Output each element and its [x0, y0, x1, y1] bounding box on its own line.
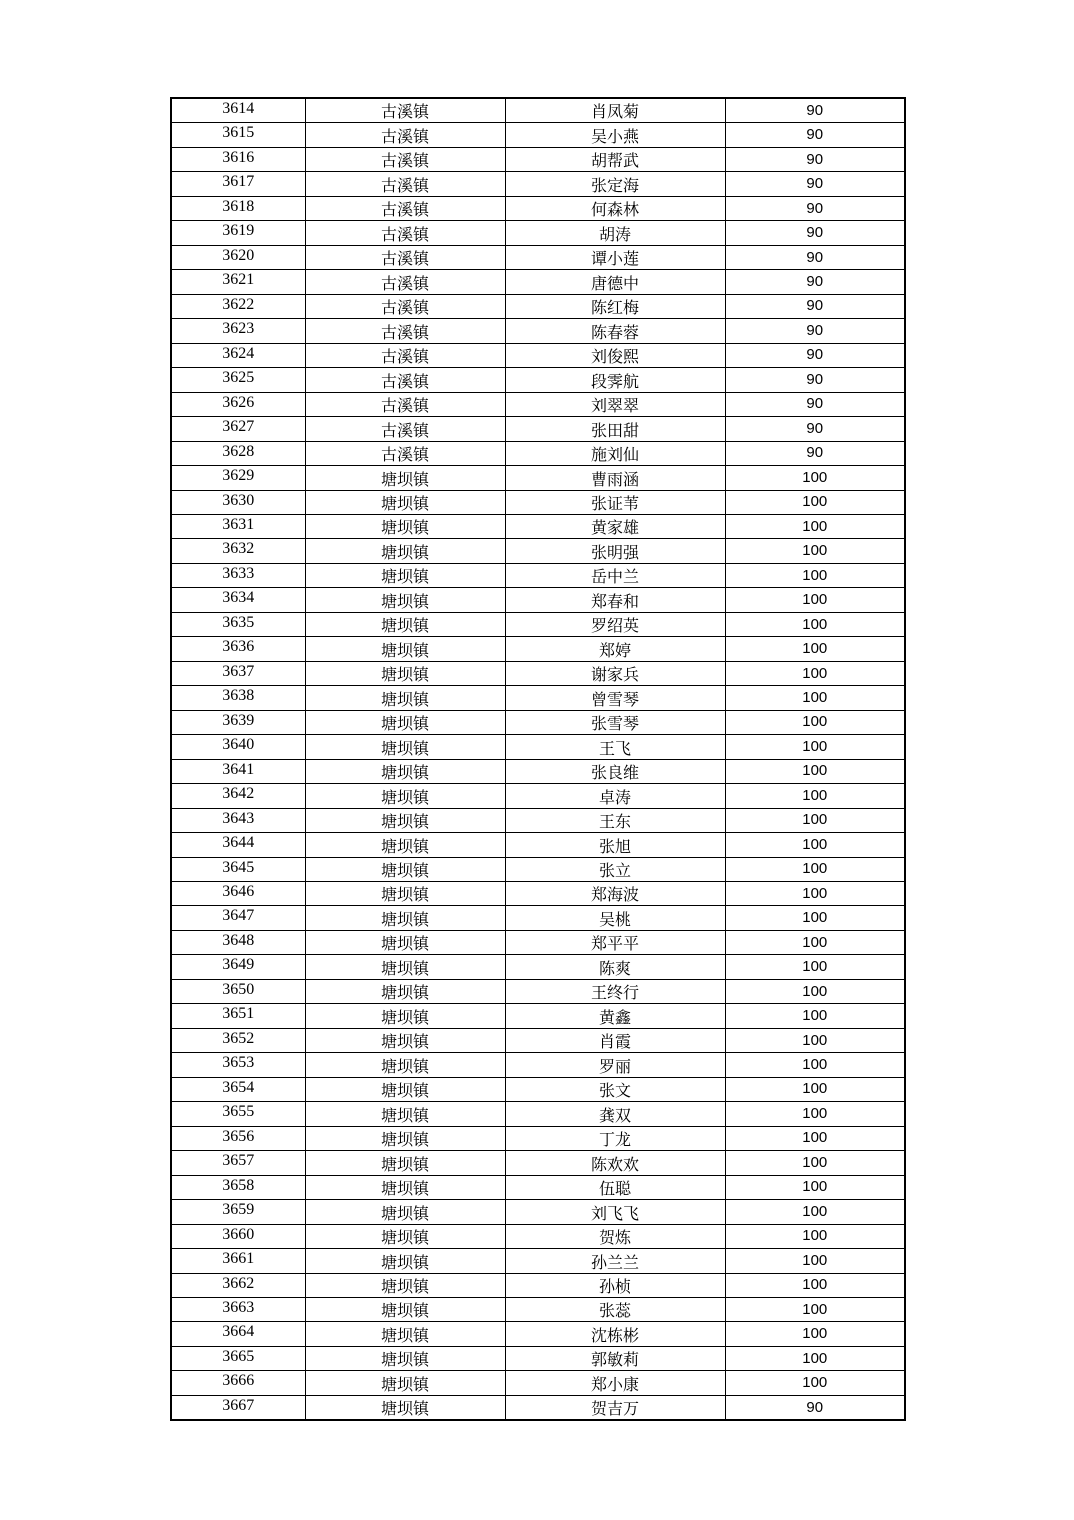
- score-cell: 90: [725, 123, 905, 147]
- table-row: [171, 1077, 905, 1101]
- table-row: [171, 147, 905, 171]
- person-name-cell: 肖凤菊: [505, 98, 725, 123]
- score-cell: 90: [725, 196, 905, 220]
- town-cell: 塘坝镇: [305, 979, 505, 1003]
- town-cell: 塘坝镇: [305, 1028, 505, 1052]
- score-cell: 90: [725, 294, 905, 318]
- table-row: [171, 490, 905, 514]
- serial-number-cell: 3636: [171, 637, 305, 661]
- score-cell: 90: [725, 172, 905, 196]
- serial-number-cell: 3625: [171, 368, 305, 392]
- serial-number-cell: 3666: [171, 1371, 305, 1395]
- serial-number-cell: 3639: [171, 710, 305, 734]
- score-cell: 100: [725, 1371, 905, 1395]
- score-cell: 90: [725, 221, 905, 245]
- serial-number-cell: 3621: [171, 270, 305, 294]
- table-row: [171, 1346, 905, 1370]
- score-cell: 100: [725, 735, 905, 759]
- table-row: [171, 123, 905, 147]
- table-row: [171, 808, 905, 832]
- table-row: [171, 172, 905, 196]
- person-name-cell: 郑小康: [505, 1371, 725, 1395]
- table-row: [171, 1395, 905, 1420]
- person-name-cell: 陈欢欢: [505, 1151, 725, 1175]
- score-cell: 100: [725, 1249, 905, 1273]
- town-cell: 古溪镇: [305, 196, 505, 220]
- serial-number-cell: 3614: [171, 98, 305, 123]
- table-row: [171, 735, 905, 759]
- score-cell: 100: [725, 539, 905, 563]
- town-cell: 古溪镇: [305, 319, 505, 343]
- score-cell: 90: [725, 343, 905, 367]
- person-name-cell: 唐德中: [505, 270, 725, 294]
- table-row: [171, 857, 905, 881]
- person-name-cell: 谢家兵: [505, 661, 725, 685]
- table-row: [171, 661, 905, 685]
- person-name-cell: 胡帮武: [505, 147, 725, 171]
- person-name-cell: 刘俊熙: [505, 343, 725, 367]
- person-name-cell: 孙兰兰: [505, 1249, 725, 1273]
- town-cell: 塘坝镇: [305, 1346, 505, 1370]
- score-cell: 90: [725, 1395, 905, 1420]
- town-cell: 塘坝镇: [305, 1371, 505, 1395]
- person-name-cell: 王终行: [505, 979, 725, 1003]
- serial-number-cell: 3628: [171, 441, 305, 465]
- score-cell: 100: [725, 1224, 905, 1248]
- table-row: [171, 221, 905, 245]
- person-name-cell: 陈春蓉: [505, 319, 725, 343]
- serial-number-cell: 3651: [171, 1004, 305, 1028]
- town-cell: 古溪镇: [305, 294, 505, 318]
- table-row: [171, 319, 905, 343]
- table-row: [171, 1126, 905, 1150]
- person-name-cell: 张旭: [505, 833, 725, 857]
- table-row: [171, 588, 905, 612]
- table-row: [171, 368, 905, 392]
- serial-number-cell: 3642: [171, 784, 305, 808]
- person-name-cell: 张立: [505, 857, 725, 881]
- serial-number-cell: 3648: [171, 930, 305, 954]
- table-row: [171, 563, 905, 587]
- table-row: [171, 906, 905, 930]
- serial-number-cell: 3663: [171, 1297, 305, 1321]
- person-name-cell: 王飞: [505, 735, 725, 759]
- person-name-cell: 沈栋彬: [505, 1322, 725, 1346]
- person-name-cell: 刘飞飞: [505, 1200, 725, 1224]
- town-cell: 塘坝镇: [305, 612, 505, 636]
- score-cell: 100: [725, 808, 905, 832]
- serial-number-cell: 3627: [171, 417, 305, 441]
- score-cell: 100: [725, 1297, 905, 1321]
- table-row: [171, 955, 905, 979]
- score-cell: 100: [725, 759, 905, 783]
- person-name-cell: 黄鑫: [505, 1004, 725, 1028]
- table-row: [171, 98, 905, 123]
- serial-number-cell: 3665: [171, 1346, 305, 1370]
- person-name-cell: 张田甜: [505, 417, 725, 441]
- score-cell: 100: [725, 563, 905, 587]
- town-cell: 塘坝镇: [305, 1077, 505, 1101]
- score-cell: 90: [725, 392, 905, 416]
- serial-number-cell: 3654: [171, 1077, 305, 1101]
- table-row: [171, 270, 905, 294]
- town-cell: 古溪镇: [305, 147, 505, 171]
- person-name-cell: 郑春和: [505, 588, 725, 612]
- serial-number-cell: 3653: [171, 1053, 305, 1077]
- table-row: [171, 1249, 905, 1273]
- person-name-cell: 张证苇: [505, 490, 725, 514]
- serial-number-cell: 3634: [171, 588, 305, 612]
- serial-number-cell: 3645: [171, 857, 305, 881]
- town-cell: 塘坝镇: [305, 1395, 505, 1420]
- score-cell: 100: [725, 661, 905, 685]
- serial-number-cell: 3644: [171, 833, 305, 857]
- score-cell: 100: [725, 1346, 905, 1370]
- town-cell: 塘坝镇: [305, 882, 505, 906]
- serial-number-cell: 3617: [171, 172, 305, 196]
- town-cell: 塘坝镇: [305, 1102, 505, 1126]
- score-cell: 100: [725, 1028, 905, 1052]
- serial-number-cell: 3641: [171, 759, 305, 783]
- score-cell: 100: [725, 955, 905, 979]
- score-cell: 100: [725, 1053, 905, 1077]
- person-name-cell: 张蕊: [505, 1297, 725, 1321]
- person-name-cell: 胡涛: [505, 221, 725, 245]
- person-name-cell: 王东: [505, 808, 725, 832]
- table-row: [171, 1102, 905, 1126]
- town-cell: 塘坝镇: [305, 588, 505, 612]
- town-cell: 塘坝镇: [305, 563, 505, 587]
- town-cell: 塘坝镇: [305, 1249, 505, 1273]
- person-name-cell: 谭小莲: [505, 245, 725, 269]
- serial-number-cell: 3655: [171, 1102, 305, 1126]
- table-row: [171, 514, 905, 538]
- serial-number-cell: 3619: [171, 221, 305, 245]
- town-cell: 塘坝镇: [305, 1224, 505, 1248]
- serial-number-cell: 3615: [171, 123, 305, 147]
- score-cell: 100: [725, 979, 905, 1003]
- table-row: [171, 245, 905, 269]
- town-cell: 古溪镇: [305, 392, 505, 416]
- score-cell: 100: [725, 882, 905, 906]
- person-name-cell: 罗绍英: [505, 612, 725, 636]
- serial-number-cell: 3660: [171, 1224, 305, 1248]
- serial-number-cell: 3629: [171, 466, 305, 490]
- person-name-cell: 陈爽: [505, 955, 725, 979]
- town-cell: 古溪镇: [305, 221, 505, 245]
- table-row: [171, 686, 905, 710]
- town-cell: 塘坝镇: [305, 1004, 505, 1028]
- table-row: [171, 979, 905, 1003]
- roster-table: [170, 97, 906, 1421]
- table-row: [171, 1224, 905, 1248]
- town-cell: 古溪镇: [305, 417, 505, 441]
- table-row: [171, 417, 905, 441]
- serial-number-cell: 3624: [171, 343, 305, 367]
- table-row: [171, 1151, 905, 1175]
- score-cell: 90: [725, 441, 905, 465]
- person-name-cell: 张文: [505, 1077, 725, 1101]
- table-row: [171, 833, 905, 857]
- town-cell: 塘坝镇: [305, 637, 505, 661]
- serial-number-cell: 3630: [171, 490, 305, 514]
- table-row: [171, 343, 905, 367]
- serial-number-cell: 3632: [171, 539, 305, 563]
- serial-number-cell: 3652: [171, 1028, 305, 1052]
- score-cell: 100: [725, 1200, 905, 1224]
- score-cell: 100: [725, 466, 905, 490]
- person-name-cell: 张雪琴: [505, 710, 725, 734]
- town-cell: 塘坝镇: [305, 784, 505, 808]
- person-name-cell: 张明强: [505, 539, 725, 563]
- serial-number-cell: 3650: [171, 979, 305, 1003]
- score-cell: 90: [725, 270, 905, 294]
- person-name-cell: 郑平平: [505, 930, 725, 954]
- person-name-cell: 卓涛: [505, 784, 725, 808]
- table-row: [171, 441, 905, 465]
- town-cell: 塘坝镇: [305, 1151, 505, 1175]
- score-cell: 90: [725, 245, 905, 269]
- serial-number-cell: 3631: [171, 514, 305, 538]
- town-cell: 塘坝镇: [305, 1126, 505, 1150]
- score-cell: 100: [725, 686, 905, 710]
- town-cell: 塘坝镇: [305, 539, 505, 563]
- score-cell: 100: [725, 490, 905, 514]
- person-name-cell: 贺吉万: [505, 1395, 725, 1420]
- person-name-cell: 贺炼: [505, 1224, 725, 1248]
- town-cell: 塘坝镇: [305, 686, 505, 710]
- score-cell: 100: [725, 1151, 905, 1175]
- person-name-cell: 黄家雄: [505, 514, 725, 538]
- town-cell: 塘坝镇: [305, 808, 505, 832]
- table-row: [171, 882, 905, 906]
- table-row: [171, 1273, 905, 1297]
- score-cell: 100: [725, 833, 905, 857]
- serial-number-cell: 3618: [171, 196, 305, 220]
- score-cell: 100: [725, 1175, 905, 1199]
- serial-number-cell: 3643: [171, 808, 305, 832]
- score-cell: 100: [725, 612, 905, 636]
- person-name-cell: 陈红梅: [505, 294, 725, 318]
- serial-number-cell: 3657: [171, 1151, 305, 1175]
- table-row: [171, 392, 905, 416]
- table-row: [171, 294, 905, 318]
- table-row: [171, 784, 905, 808]
- score-cell: 100: [725, 1102, 905, 1126]
- serial-number-cell: 3646: [171, 882, 305, 906]
- score-cell: 90: [725, 417, 905, 441]
- table-row: [171, 1297, 905, 1321]
- town-cell: 塘坝镇: [305, 735, 505, 759]
- person-name-cell: 岳中兰: [505, 563, 725, 587]
- town-cell: 古溪镇: [305, 343, 505, 367]
- town-cell: 塘坝镇: [305, 833, 505, 857]
- town-cell: 塘坝镇: [305, 710, 505, 734]
- town-cell: 塘坝镇: [305, 857, 505, 881]
- table-row: [171, 1200, 905, 1224]
- town-cell: 塘坝镇: [305, 661, 505, 685]
- town-cell: 塘坝镇: [305, 1053, 505, 1077]
- person-name-cell: 郭敏莉: [505, 1346, 725, 1370]
- town-cell: 塘坝镇: [305, 1175, 505, 1199]
- person-name-cell: 张定海: [505, 172, 725, 196]
- serial-number-cell: 3616: [171, 147, 305, 171]
- town-cell: 塘坝镇: [305, 1297, 505, 1321]
- roster-table-body: [171, 98, 905, 1420]
- town-cell: 古溪镇: [305, 270, 505, 294]
- person-name-cell: 郑海波: [505, 882, 725, 906]
- table-row: [171, 466, 905, 490]
- serial-number-cell: 3667: [171, 1395, 305, 1420]
- serial-number-cell: 3662: [171, 1273, 305, 1297]
- serial-number-cell: 3647: [171, 906, 305, 930]
- town-cell: 古溪镇: [305, 368, 505, 392]
- table-row: [171, 710, 905, 734]
- town-cell: 塘坝镇: [305, 955, 505, 979]
- score-cell: 100: [725, 1322, 905, 1346]
- town-cell: 古溪镇: [305, 123, 505, 147]
- town-cell: 塘坝镇: [305, 930, 505, 954]
- table-row: [171, 1053, 905, 1077]
- serial-number-cell: 3620: [171, 245, 305, 269]
- town-cell: 古溪镇: [305, 441, 505, 465]
- score-cell: 100: [725, 1004, 905, 1028]
- person-name-cell: 何森林: [505, 196, 725, 220]
- table-row: [171, 1028, 905, 1052]
- score-cell: 100: [725, 930, 905, 954]
- score-cell: 100: [725, 906, 905, 930]
- serial-number-cell: 3635: [171, 612, 305, 636]
- town-cell: 塘坝镇: [305, 514, 505, 538]
- town-cell: 古溪镇: [305, 98, 505, 123]
- serial-number-cell: 3659: [171, 1200, 305, 1224]
- serial-number-cell: 3633: [171, 563, 305, 587]
- person-name-cell: 郑婷: [505, 637, 725, 661]
- serial-number-cell: 3656: [171, 1126, 305, 1150]
- score-cell: 100: [725, 514, 905, 538]
- score-cell: 100: [725, 588, 905, 612]
- serial-number-cell: 3658: [171, 1175, 305, 1199]
- table-row: [171, 637, 905, 661]
- town-cell: 塘坝镇: [305, 466, 505, 490]
- table-row: [171, 612, 905, 636]
- score-cell: 90: [725, 319, 905, 343]
- person-name-cell: 罗丽: [505, 1053, 725, 1077]
- serial-number-cell: 3637: [171, 661, 305, 685]
- town-cell: 塘坝镇: [305, 759, 505, 783]
- town-cell: 塘坝镇: [305, 1322, 505, 1346]
- person-name-cell: 丁龙: [505, 1126, 725, 1150]
- person-name-cell: 施刘仙: [505, 441, 725, 465]
- serial-number-cell: 3649: [171, 955, 305, 979]
- score-cell: 100: [725, 1273, 905, 1297]
- person-name-cell: 曹雨涵: [505, 466, 725, 490]
- person-name-cell: 曾雪琴: [505, 686, 725, 710]
- town-cell: 塘坝镇: [305, 1200, 505, 1224]
- person-name-cell: 吴桃: [505, 906, 725, 930]
- serial-number-cell: 3622: [171, 294, 305, 318]
- serial-number-cell: 3661: [171, 1249, 305, 1273]
- table-row: [171, 930, 905, 954]
- score-cell: 100: [725, 1126, 905, 1150]
- town-cell: 古溪镇: [305, 172, 505, 196]
- person-name-cell: 肖霞: [505, 1028, 725, 1052]
- table-row: [171, 539, 905, 563]
- town-cell: 塘坝镇: [305, 490, 505, 514]
- town-cell: 古溪镇: [305, 245, 505, 269]
- table-row: [171, 196, 905, 220]
- serial-number-cell: 3623: [171, 319, 305, 343]
- person-name-cell: 伍聪: [505, 1175, 725, 1199]
- person-name-cell: 龚双: [505, 1102, 725, 1126]
- person-name-cell: 段霁航: [505, 368, 725, 392]
- table-row: [171, 1371, 905, 1395]
- table-row: [171, 1004, 905, 1028]
- serial-number-cell: 3664: [171, 1322, 305, 1346]
- score-cell: 100: [725, 784, 905, 808]
- table-row: [171, 1175, 905, 1199]
- score-cell: 100: [725, 1077, 905, 1101]
- score-cell: 90: [725, 98, 905, 123]
- person-name-cell: 刘翠翠: [505, 392, 725, 416]
- score-cell: 90: [725, 147, 905, 171]
- table-row: [171, 1322, 905, 1346]
- town-cell: 塘坝镇: [305, 906, 505, 930]
- score-cell: 100: [725, 710, 905, 734]
- person-name-cell: 张良维: [505, 759, 725, 783]
- serial-number-cell: 3626: [171, 392, 305, 416]
- town-cell: 塘坝镇: [305, 1273, 505, 1297]
- score-cell: 90: [725, 368, 905, 392]
- score-cell: 100: [725, 857, 905, 881]
- serial-number-cell: 3640: [171, 735, 305, 759]
- score-cell: 100: [725, 637, 905, 661]
- person-name-cell: 孙桢: [505, 1273, 725, 1297]
- serial-number-cell: 3638: [171, 686, 305, 710]
- person-name-cell: 吴小燕: [505, 123, 725, 147]
- table-row: [171, 759, 905, 783]
